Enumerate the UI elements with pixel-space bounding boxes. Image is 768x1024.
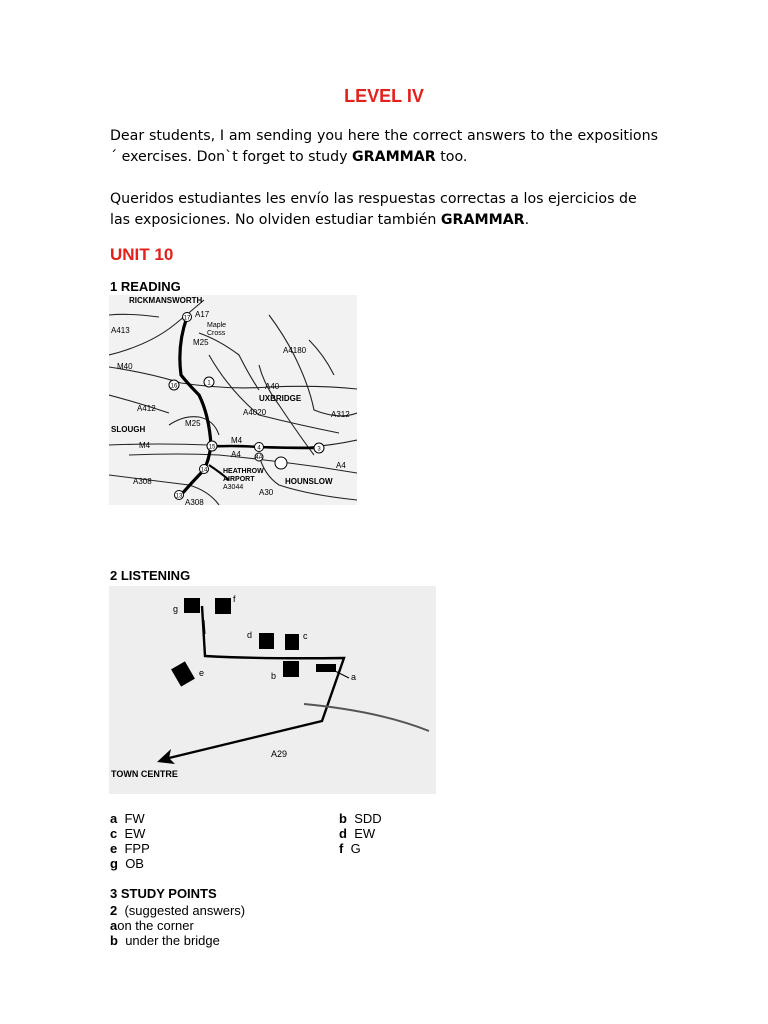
intro-english-text: Dear students, I am sending you here the correct answers to the expositions´ exercises. Don`t forget to study (110, 128, 658, 165)
label-g: g (173, 604, 179, 614)
label-m25-mid: M25 (185, 419, 201, 428)
label-b: b (271, 671, 277, 681)
label-cross: Cross (207, 330, 226, 337)
answer-letter: b (110, 933, 118, 948)
label-town-centre: TOWN CENTRE (111, 769, 178, 779)
label-a4-mid: A4 (231, 450, 241, 459)
intro-english (110, 126, 658, 168)
intro-english-bold: GRAMMAR (352, 149, 436, 165)
junction-13: 13 (175, 493, 183, 500)
reading-map (109, 295, 357, 505)
answer-text: on the corner (117, 918, 194, 933)
junction-1: 1 (207, 380, 211, 387)
listening-map (109, 586, 436, 794)
building-a (316, 664, 336, 672)
building-e (171, 661, 195, 686)
label-a412: A412 (137, 404, 156, 413)
answer-letter: d (339, 826, 347, 841)
answer-letter: a (110, 918, 118, 933)
answer-text: G (350, 841, 361, 856)
label-a17: A17 (195, 310, 210, 319)
label-m25-top: M25 (193, 338, 209, 347)
label-a30: A30 (259, 488, 274, 497)
item-note: (suggested answers) (124, 903, 246, 918)
listening-answers-right (339, 811, 382, 856)
label-uxbridge: UXBRIDGE (259, 394, 302, 403)
building-c (285, 634, 299, 650)
answer-text: EW (354, 826, 376, 841)
label-hounslow: HOUNSLOW (285, 477, 333, 486)
label-c: c (303, 631, 308, 641)
label-a29: A29 (271, 749, 288, 759)
label-f: f (233, 594, 236, 604)
answer-text: OB (125, 856, 144, 871)
listening-answers-left (110, 811, 150, 871)
study-points-item (110, 903, 245, 918)
answer-letter: f (339, 841, 344, 856)
junction-15: 15 (208, 444, 216, 451)
label-d: d (247, 630, 253, 640)
answer-text: SDD (354, 811, 382, 826)
junction-3: 3 (317, 446, 321, 453)
label-m40: M40 (117, 362, 133, 371)
answer-text: FPP (124, 841, 150, 856)
building-g (184, 598, 200, 613)
answer-letter: a (110, 811, 118, 826)
label-maple: Maple (207, 322, 227, 329)
label-a308-left: A308 (133, 477, 152, 486)
reading-title: 1 READING (110, 279, 181, 294)
intro-spanish (110, 189, 658, 231)
answer-text: FW (124, 811, 145, 826)
label-m4-right: M4 (231, 436, 243, 445)
label-a4020: A4020 (243, 408, 267, 417)
label-slough: SLOUGH (111, 425, 146, 434)
listening-title: 2 LISTENING (110, 568, 191, 583)
answer-row (339, 841, 382, 856)
answer-letter: e (110, 841, 118, 856)
label-m4-left: M4 (139, 441, 151, 450)
label-heathrow: HEATHROW (223, 468, 264, 475)
label-a40: A40 (265, 382, 280, 391)
intro-spanish-bold: GRAMMAR (440, 212, 525, 228)
junction-16: 16 (170, 383, 178, 390)
junction-4a: 4A (255, 455, 263, 461)
answer-letter: g (110, 856, 118, 871)
unit-title: UNIT 10 (110, 245, 174, 264)
label-a4180: A4180 (283, 346, 307, 355)
label-a3044: A3044 (223, 484, 244, 491)
label-a312: A312 (331, 410, 350, 419)
building-b (283, 661, 299, 677)
label-a: a (351, 672, 357, 682)
answer-row (110, 826, 150, 841)
junction-17: 17 (183, 315, 191, 322)
answer-text: under the bridge (125, 933, 220, 948)
intro-english-end: too. (435, 149, 468, 165)
label-a4-right: A4 (336, 461, 346, 470)
level-title: LEVEL IV (344, 86, 424, 106)
answer-row (339, 811, 382, 826)
answer-row (339, 826, 382, 841)
building-d (259, 633, 274, 649)
label-rickmansworth: RICKMANSWORTH (129, 296, 203, 305)
intro-spanish-end: . (524, 212, 530, 228)
building-f (215, 598, 231, 614)
junction-4: 4 (257, 445, 261, 452)
answer-letter: b (339, 811, 347, 826)
answer-row (110, 841, 150, 856)
item-number: 2 (110, 903, 118, 918)
intro-spanish-text: Queridos estudiantes les envío las respuestas correctas a los ejercicios de las exposiciones. No olviden estudiar también (110, 191, 637, 228)
answer-row (110, 811, 150, 826)
answer-letter: c (110, 826, 118, 841)
study-answer-b (110, 933, 220, 948)
study-points-title: 3 STUDY POINTS (110, 886, 217, 901)
label-a308-bottom: A308 (185, 498, 204, 505)
study-answer-a (110, 918, 194, 933)
label-e: e (199, 668, 205, 678)
answer-text: EW (124, 826, 146, 841)
answer-row (110, 856, 150, 871)
label-a413: A413 (111, 326, 130, 335)
label-airport: AIRPORT (223, 476, 255, 483)
junction-14: 14 (200, 467, 208, 474)
